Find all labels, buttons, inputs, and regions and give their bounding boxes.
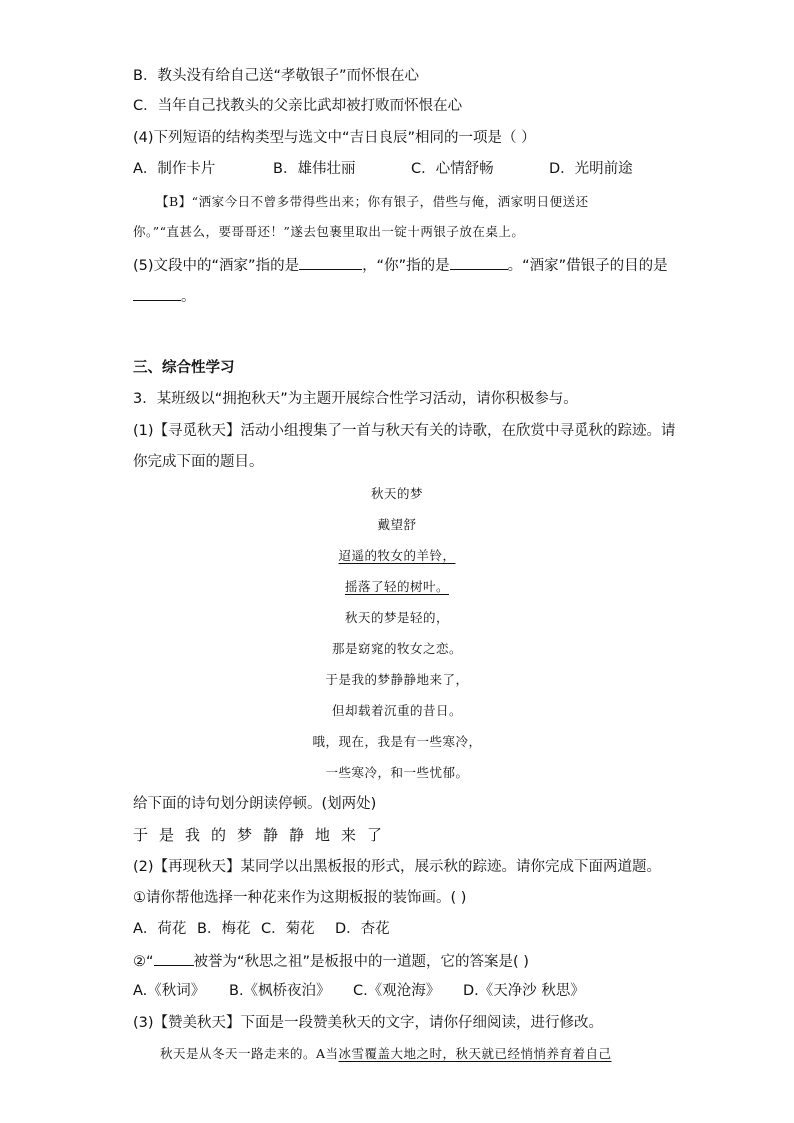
question-5-line-2 xyxy=(133,286,196,306)
q5-text-2: ，“你”指的是 xyxy=(362,258,450,274)
poem-line: 迢遥的牧女的羊铃， xyxy=(338,548,456,563)
option-b: B.《枫桥夜泊》 xyxy=(229,983,331,999)
poem-title: 秋天的梦 xyxy=(370,486,423,501)
sub-question-2-1-stem: ①请你帮他选择一种花来作为这期板报的装饰画。( ) xyxy=(133,890,467,906)
answer-blank[interactable] xyxy=(450,255,508,270)
poem-line: 但却载着沉重的昔日。 xyxy=(331,703,462,718)
q2-rest: 被誉为“秋思之祖”是板报中的一道题，它的答案是( ) xyxy=(193,954,529,970)
question-option-c: C．当年自己找教头的父亲比武却被打败而怀恨在心 xyxy=(133,98,463,114)
sub-question-3-text xyxy=(160,1045,612,1063)
section-heading: 三、综合性学习 xyxy=(133,360,235,376)
poem-line: 秋天的梦是轻的， xyxy=(344,610,449,625)
option-b: B．雄伟壮丽 xyxy=(273,161,356,177)
sub-question-1-line-1: (1)【寻觅秋天】活动小组搜集了一首与秋天有关的诗歌，在欣赏中寻觅秋的踪迹。请 xyxy=(133,423,676,439)
pause-task: 给下面的诗句划分朗读停顿。(划两处) xyxy=(133,796,377,812)
q5-text-1: (5)文段中的“酒家”指的是 xyxy=(133,258,300,274)
option-c: C．菊花 xyxy=(261,921,315,937)
sub-question-3-stem: (3)【赞美秋天】下面是一段赞美秋天的文字，请你仔细阅读，进行修改。 xyxy=(133,1015,604,1031)
option-a: A．荷花 xyxy=(133,921,187,937)
sub-question-2-1-options xyxy=(133,920,390,938)
option-a: A.《秋词》 xyxy=(133,983,206,999)
q5-end: 。 xyxy=(181,289,196,305)
sub-question-2-stem: (2)【再现秋天】某同学以出黑板报的形式，展示秋的踪迹。请你完成下面两道题。 xyxy=(133,859,662,875)
poem-line: 摇落了轻的树叶。 xyxy=(344,579,449,594)
q2-prefix: ②“ xyxy=(133,954,154,970)
option-c: C.《观沧海》 xyxy=(353,983,441,999)
text-underlined: 冰雪覆盖大地之时，秋天就已经悄悄养育着自己 xyxy=(338,1046,612,1061)
question-4-options xyxy=(133,160,653,178)
sub-question-2-2-options xyxy=(133,982,585,1000)
option-d: D.《天净沙 秋思》 xyxy=(463,983,585,999)
answer-blank[interactable] xyxy=(154,951,194,966)
q5-text-3: 。“酒家”借银子的目的是 xyxy=(507,258,668,274)
text-plain: 秋天是从冬天一路走来的。A当 xyxy=(160,1046,339,1061)
passage-b-line-1: 【B】“洒家今日不曾多带得些出来；你有银子，借些与俺，洒家明日便送还 xyxy=(156,194,589,209)
poem-line: 于是我的梦静静地来了， xyxy=(325,672,469,687)
pause-sentence[interactable]: 于是我的梦静静地来了 xyxy=(133,826,394,844)
answer-blank[interactable] xyxy=(299,255,362,270)
sub-question-1-line-2: 你完成下面的题目。 xyxy=(133,454,264,470)
question-option-b: B．教头没有给自己送“孝敬银子”而怀恨在心 xyxy=(133,68,419,84)
passage-b-line-2: 你。”“直甚么，要哥哥还！”遂去包裹里取出一锭十两银子放在桌上。 xyxy=(133,224,525,239)
sub-question-2-2-stem xyxy=(133,951,529,971)
answer-blank[interactable] xyxy=(133,286,181,301)
option-c: C．心情舒畅 xyxy=(411,161,494,177)
option-b: B．梅花 xyxy=(197,921,251,937)
option-a: A．制作卡片 xyxy=(133,161,216,177)
poem-line: 一些寒冷，和一些忧郁。 xyxy=(325,765,469,780)
poem-author: 戴望舒 xyxy=(377,517,417,532)
question-3-intro: 3．某班级以“拥抱秋天”为主题开展综合性学习活动，请你积极参与。 xyxy=(133,391,578,407)
poem-line: 那是窈窕的牧女之恋。 xyxy=(331,641,462,656)
option-d: D．光明前途 xyxy=(549,161,633,177)
option-d: D．杏花 xyxy=(335,921,390,937)
poem-line: 哦，现在，我是有一些寒冷， xyxy=(312,734,482,749)
question-4-stem: (4)下列短语的结构类型与选文中“吉日良辰”相同的一项是（ ） xyxy=(133,130,536,146)
question-5-line-1 xyxy=(133,255,668,275)
